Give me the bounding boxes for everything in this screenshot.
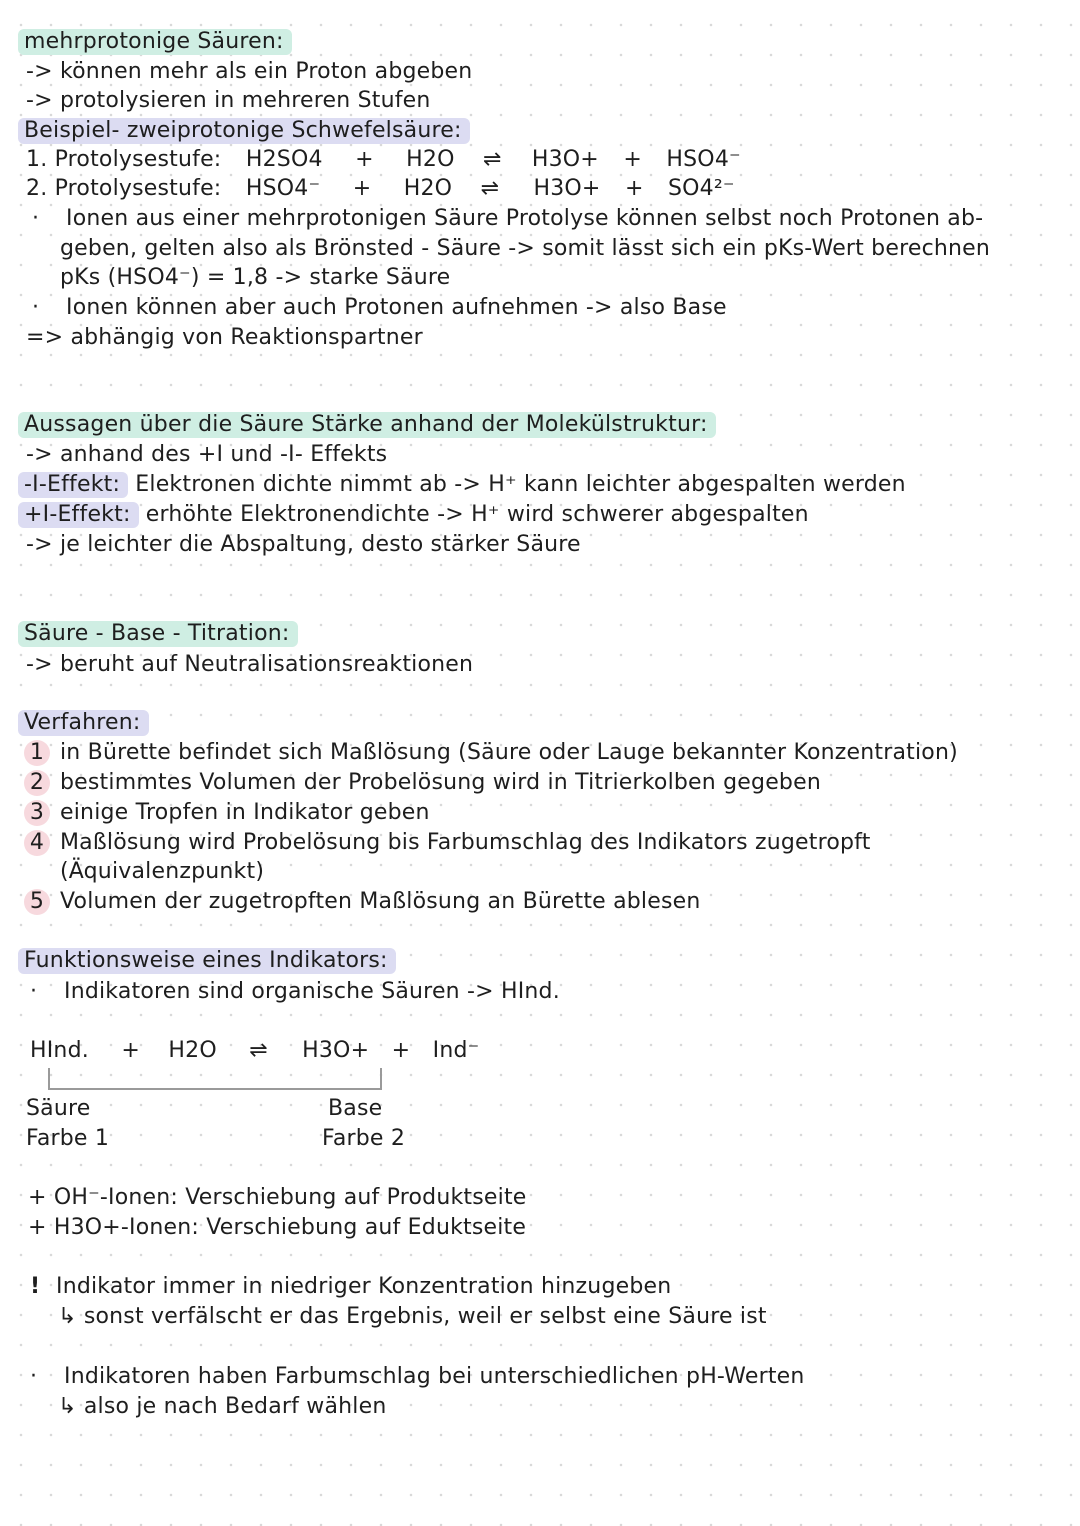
step-text: in Bürette befindet sich Maßlösung (Säure oder Lauge bekannter Konzentration) [60, 740, 958, 765]
step-text: einige Tropfen in Indikator geben [60, 800, 430, 825]
protolysis-step-1 [26, 145, 741, 175]
reactant: H2O [406, 147, 455, 172]
bullet-dot-icon: · [32, 206, 40, 231]
bullet-text: Indikatoren sind organische Säuren -> HInd. [64, 979, 560, 1004]
heading-verfahren [18, 708, 149, 738]
plus: + [623, 147, 642, 172]
plus: + [121, 1038, 140, 1063]
product: H3O+ [533, 176, 601, 201]
step-number: 1 [24, 740, 50, 766]
bullet-indikatoren-organisch [24, 977, 560, 1007]
eq-hydronium: H3O+ [302, 1038, 370, 1063]
step-number: 4 [24, 830, 50, 856]
reactant: H2SO4 [245, 147, 323, 172]
bullet-ionen-base [26, 293, 727, 323]
procedure-step-5 [24, 887, 701, 917]
bullet-dot-icon: · [30, 1364, 38, 1389]
base-color: Farbe 2 [322, 1126, 406, 1151]
step-number: 5 [24, 889, 50, 915]
warning-sub: ↳ sonst verfälscht er das Ergebnis, weil er selbst eine Säure ist [58, 1304, 767, 1329]
bullet-dot-icon: · [32, 295, 40, 320]
acid-color: Farbe 1 [26, 1126, 110, 1151]
example-heading [18, 116, 470, 146]
shift-h3o: + H3O+-Ionen: Verschiebung auf Eduktseite [28, 1215, 527, 1240]
example-heading-text: Beispiel- zweiprotonige Schwefelsäure: [18, 118, 470, 144]
procedure-step-2 [24, 768, 821, 798]
eq-base: Ind⁻ [432, 1038, 480, 1063]
product: HSO4⁻ [666, 147, 741, 172]
step-text: bestimmtes Volumen der Probelösung wird in Titrierkolben gegeben [60, 770, 821, 795]
step-number: 3 [24, 800, 50, 826]
protolysis-step-2 [26, 174, 735, 204]
bullet-dot-icon: · [30, 979, 38, 1004]
line: -> anhand des +I und -I- Effekts [26, 442, 388, 467]
product: SO4²⁻ [668, 176, 735, 201]
bullet-ionen-protonen-abgeben [26, 204, 983, 234]
heading-text: Verfahren: [18, 710, 149, 736]
step-continuation: (Äquivalenzpunkt) [60, 859, 265, 884]
effect-text: erhöhte Elektronendichte -> H⁺ wird schwerer abgespalten [145, 502, 809, 527]
line: -> können mehr als ein Proton abgeben [26, 59, 473, 84]
heading-indikator [18, 946, 396, 976]
step-label: 1. Protolysestufe: [26, 147, 222, 172]
reactant: H2O [403, 176, 453, 201]
indicator-equation [30, 1036, 479, 1066]
plus: + [355, 147, 374, 172]
heading-titration [18, 619, 298, 649]
conclusion: => abhängig von Reaktionspartner [26, 325, 423, 350]
warning-line [30, 1272, 671, 1302]
effect-text: Elektronen dichte nimmt ab -> H⁺ kann leichter abgespalten werden [135, 472, 906, 497]
bullet-text: Indikatoren haben Farbumschlag bei unterschiedlichen pH-Werten [64, 1364, 805, 1389]
line: -> beruht auf Neutralisationsreaktionen [26, 652, 474, 677]
heading-text: Aussagen über die Säure Stärke anhand der Molekülstruktur: [18, 412, 716, 438]
step-label: 2. Protolysestufe: [26, 176, 222, 201]
bullet-text: Ionen aus einer mehrprotonigen Säure Protolyse können selbst noch Protonen ab- [66, 206, 984, 231]
product: H3O+ [531, 147, 599, 172]
minus-i-effect [18, 470, 906, 500]
plus-i-effect [18, 500, 809, 530]
effect-label: +I-Effekt: [18, 502, 139, 528]
step-text: Volumen der zugetropften Maßlösung an Bürette ablesen [60, 889, 701, 914]
equation-bracket [48, 1068, 382, 1090]
base-label: Base [328, 1096, 383, 1121]
shift-oh: + OH⁻-Ionen: Verschiebung auf Produktseite [28, 1185, 527, 1210]
warning-text: Indikator immer in niedriger Konzentration hinzugeben [56, 1274, 672, 1299]
procedure-step-3 [24, 798, 430, 828]
procedure-step-4 [24, 828, 871, 858]
exclamation-icon: ! [30, 1274, 41, 1299]
line: -> je leichter die Abspaltung, desto stärker Säure [26, 532, 581, 557]
plus: + [352, 176, 372, 201]
bullet-cont: pKs (HSO4⁻) = 1,8 -> starke Säure [60, 265, 451, 290]
step-text: Maßlösung wird Probelösung bis Farbumschlag des Indikators zugetropft [60, 830, 871, 855]
heading-text: Funktionsweise eines Indikators: [18, 948, 396, 974]
heading-text: Säure - Base - Titration: [18, 621, 298, 647]
equilibrium-arrow: ⇌ [249, 1038, 266, 1063]
bullet-farbumschlag [24, 1362, 805, 1392]
eq-acid: HInd. [30, 1038, 89, 1063]
heading-text: mehrprotonige Säuren: [18, 29, 292, 55]
heading-saeure-staerke [18, 410, 716, 440]
effect-label: -I-Effekt: [18, 472, 128, 498]
plus: + [624, 176, 644, 201]
bullet-cont: geben, gelten also als Brönsted - Säure -> somit lässt sich ein pKs-Wert berechnen [60, 236, 991, 261]
final-sub: ↳ also je nach Bedarf wählen [58, 1394, 387, 1419]
bullet-text: Ionen können aber auch Protonen aufnehmen -> also Base [66, 295, 727, 320]
equilibrium-arrow: ⇌ [483, 147, 500, 172]
reactant: HSO4⁻ [245, 176, 321, 201]
heading-mehrprotonige-saeuren [18, 27, 292, 57]
acid-label: Säure [26, 1096, 91, 1121]
step-number: 2 [24, 770, 50, 796]
procedure-step-1 [24, 738, 958, 768]
plus: + [391, 1038, 411, 1063]
equilibrium-arrow: ⇌ [480, 176, 498, 201]
line: -> protolysieren in mehreren Stufen [26, 88, 431, 113]
eq-water: H2O [168, 1038, 217, 1063]
